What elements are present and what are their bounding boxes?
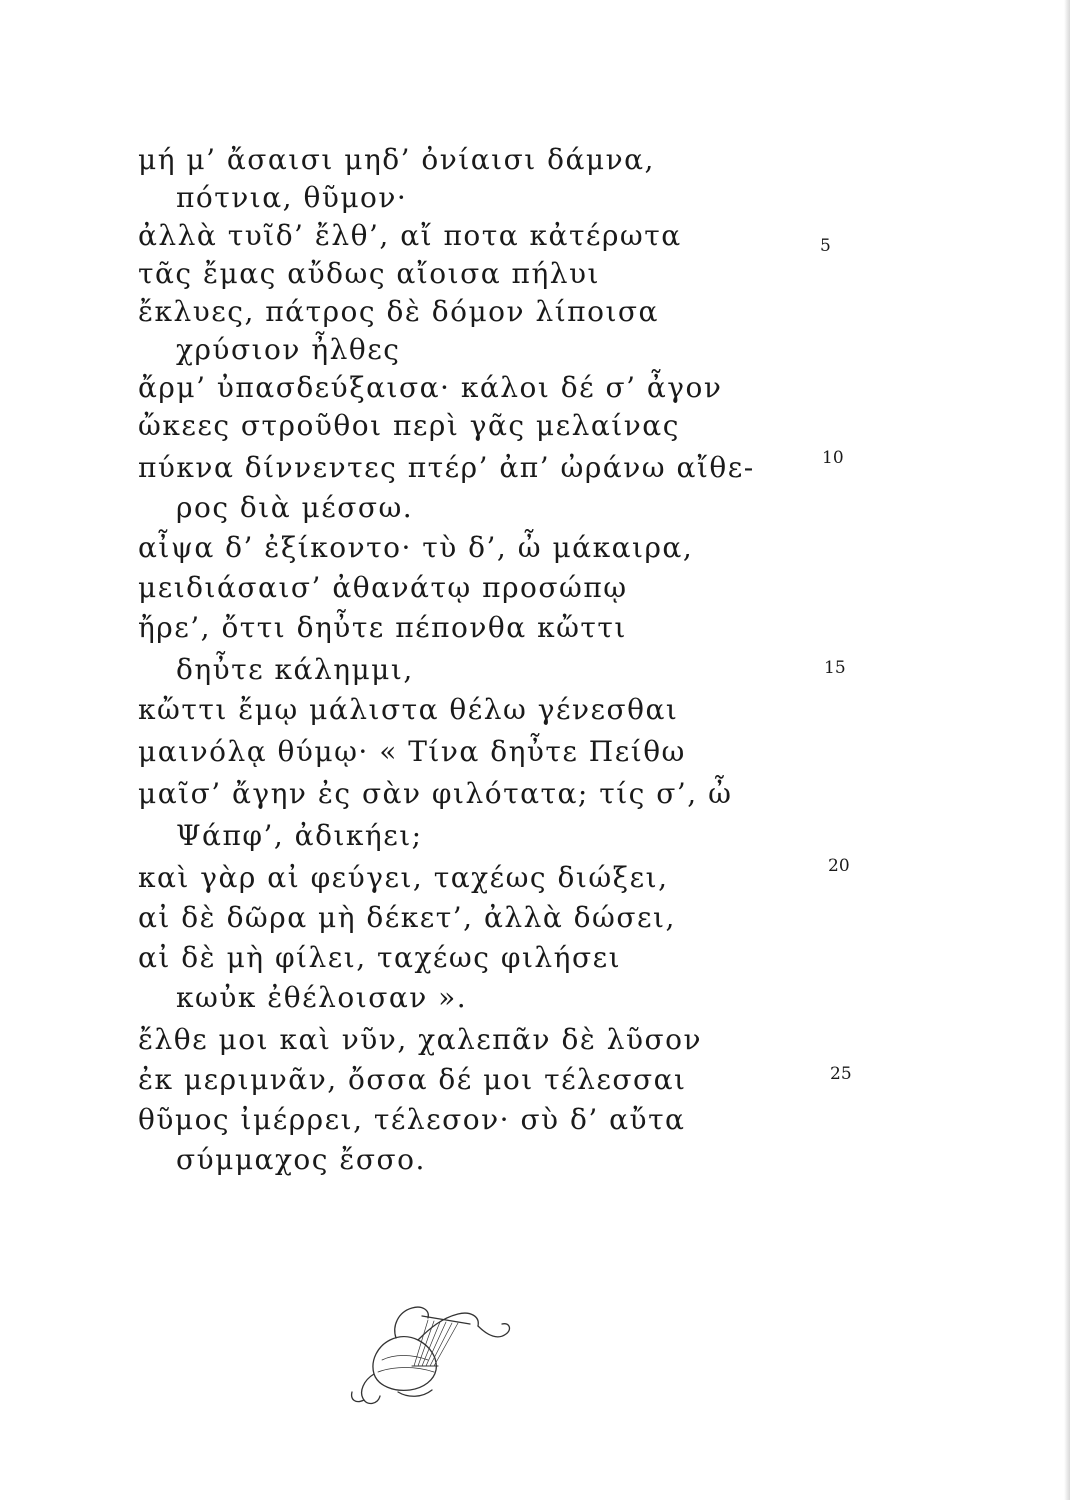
line-number: 20 (828, 856, 850, 876)
poem-line: χρύσιον ἦλθες (176, 333, 401, 366)
poem-line: μαινόλᾳ θύμῳ· « Τίνα δηὖτε Πείθω (138, 735, 686, 768)
line-number: 15 (824, 658, 846, 678)
poem-line: πύκνα δίννεντες πτέρ’ ἀπ’ ὠράνω αἴθε- (138, 451, 755, 484)
poem-line: τᾶς ἔμας αὔδως αἴοισα πήλυι (138, 257, 600, 290)
poem-line: μειδιάσαισ’ ἀθανάτῳ προσώπῳ (138, 571, 628, 604)
poem-line: θῦμος ἰμέρρει, τέλεσον· σὺ δ’ αὔτα (138, 1103, 686, 1136)
poem-line: ἔκλυες, πάτρος δὲ δόμον λίποισα (138, 295, 659, 328)
line-number: 10 (822, 448, 844, 468)
poem-line: κωὐκ ἐθέλοισαν ». (176, 981, 468, 1014)
poem-line: κὤττι ἔμῳ μάλιστα θέλω γένεσθαι (138, 693, 679, 726)
line-number: 25 (830, 1064, 852, 1084)
poem-line: ἀλλὰ τυῖδ’ ἔλθ’, αἴ ποτα κἀτέρωτα (138, 219, 682, 252)
poem-line: μαῖσ’ ἄγην ἐς σὰν φιλότατα; τίς σ’, ὦ (138, 777, 733, 810)
poem-line: ρος διὰ μέσσω. (176, 491, 414, 524)
poem-line: Ψάπφ’, ἀδικήει; (176, 819, 423, 852)
poem-line: ὤκεες στροῦθοι περὶ γᾶς μελαίνας (138, 409, 680, 442)
line-number: 5 (820, 236, 831, 256)
poem-line: δηὖτε κάλημμι, (176, 653, 414, 686)
poem-line: πότνια, θῦμον· (176, 181, 408, 214)
poem-line: ἄρμ’ ὐπασδεύξαισα· κάλοι δέ σ’ ἆγον (138, 371, 723, 404)
poem-line: ἔλθε μοι καὶ νῦν, χαλεπᾶν δὲ λῦσον (138, 1023, 703, 1056)
poem-line: ἤρε’, ὄττι δηὖτε πέπονθα κὤττι (138, 611, 627, 644)
poem-line: αἶψα δ’ ἐξίκοντο· τὺ δ’, ὦ μάκαιρα, (138, 531, 694, 564)
poem-line: μή μ’ ἄσαισι μηδ’ ὀνίαισι δάμνα, (138, 143, 655, 176)
poem-line: ἐκ μεριμνᾶν, ὄσσα δέ μοι τέλεσσαι (138, 1063, 687, 1096)
poem-line: αἰ δὲ μὴ φίλει, ταχέως φιλήσει (138, 941, 622, 974)
poem-line: καὶ γὰρ αἰ φεύγει, ταχέως διώξει, (138, 861, 669, 894)
poem-line: σύμμαχος ἔσσο. (176, 1143, 426, 1176)
lyre-icon (338, 1300, 518, 1410)
poem-line: αἰ δὲ δῶρα μὴ δέκετ’, ἀλλὰ δώσει, (138, 901, 676, 934)
